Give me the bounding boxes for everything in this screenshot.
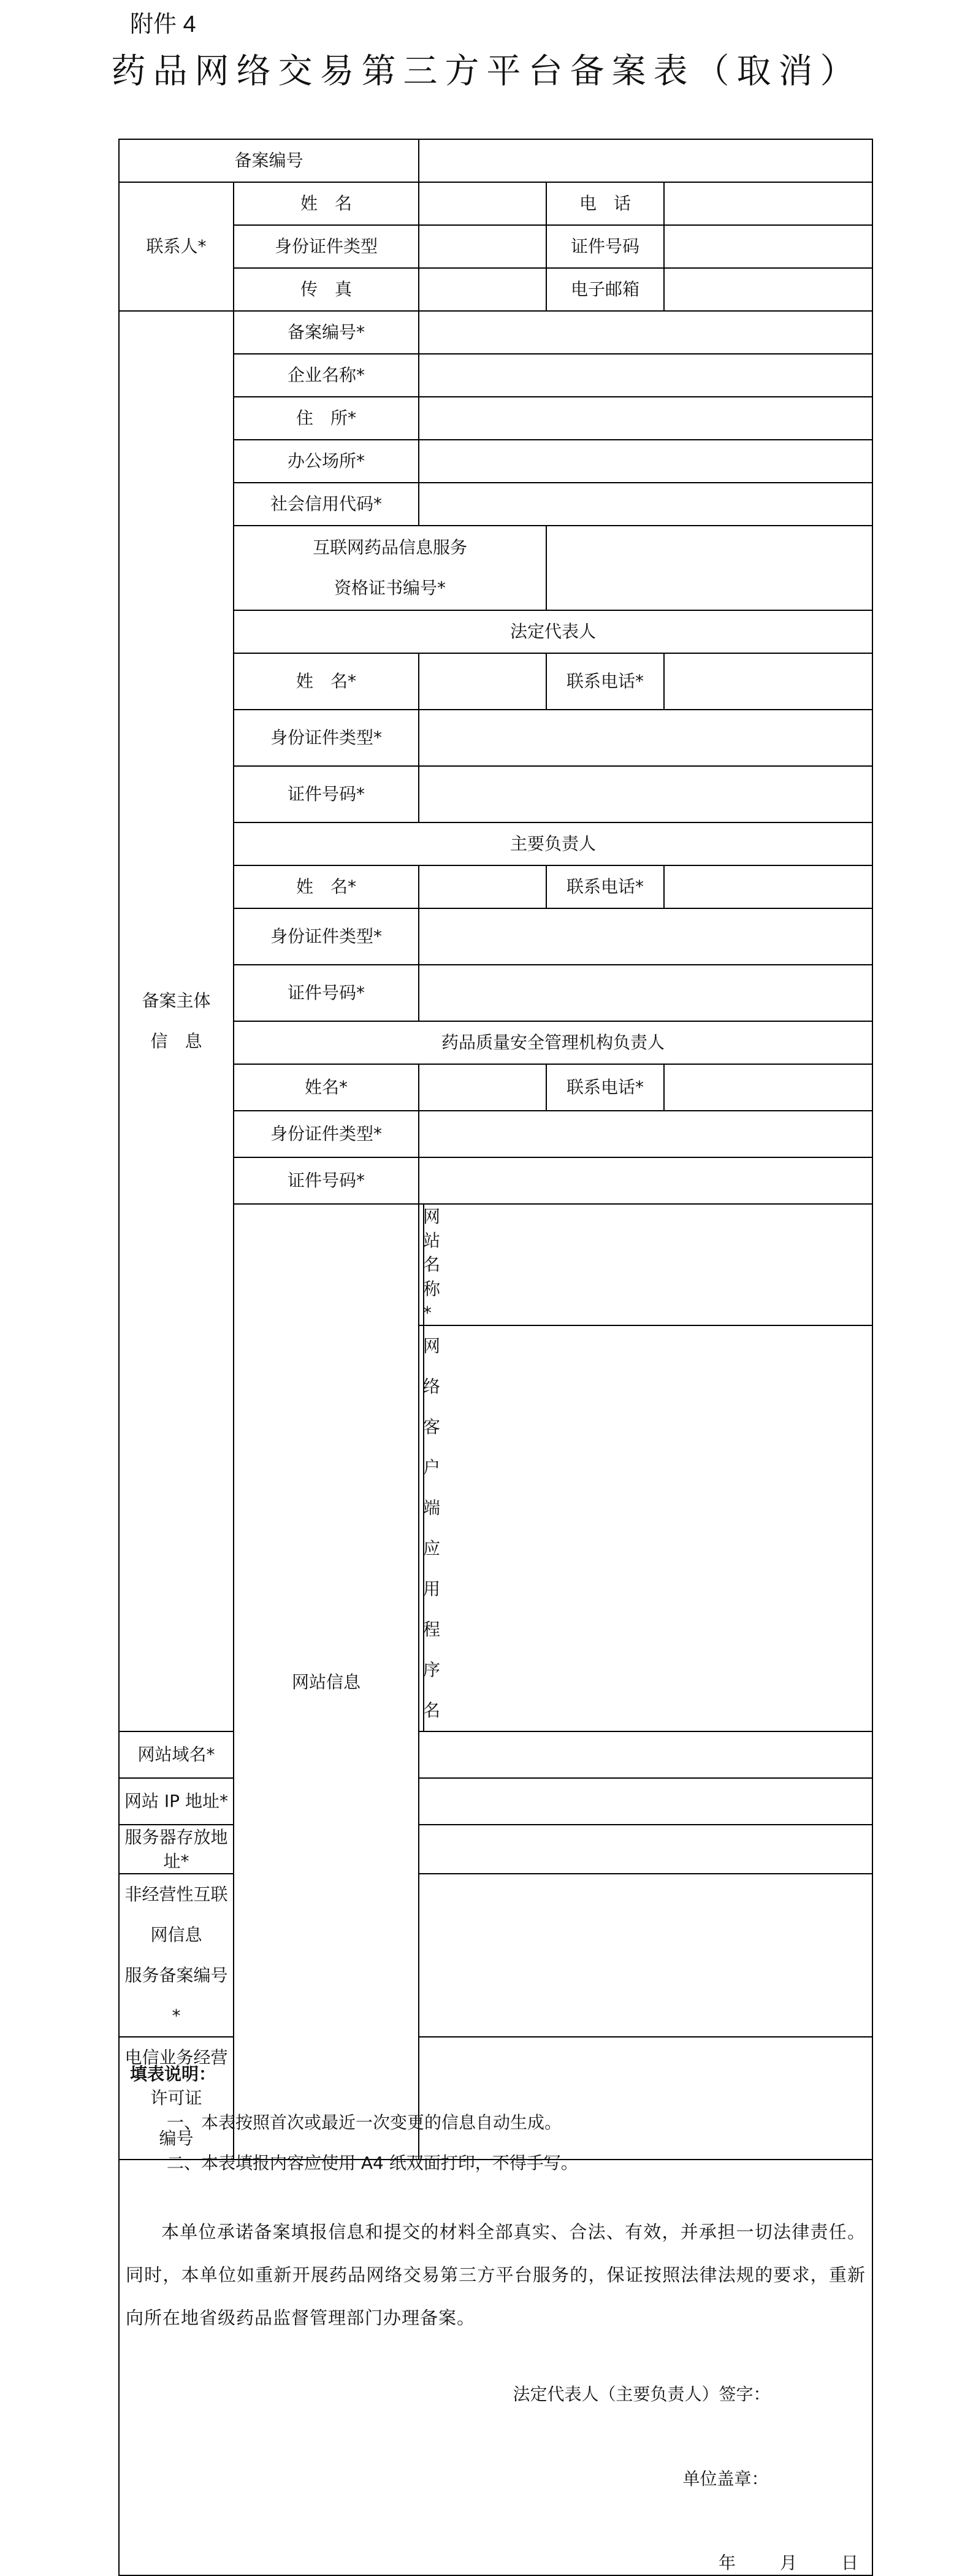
site-name-label: 网站名称* xyxy=(419,1204,424,1325)
website-group-label: 网站信息 xyxy=(234,1204,419,2160)
contact-name-label: 姓 名 xyxy=(234,182,419,225)
form-row xyxy=(119,1825,872,1874)
month-label: 月 xyxy=(780,2552,798,2573)
form-row xyxy=(119,1778,872,1825)
domain-field[interactable] xyxy=(419,1731,872,1778)
contact-fax-label: 传 真 xyxy=(234,268,419,311)
quality-name-field[interactable] xyxy=(419,1064,546,1111)
legal-rep-id-number-field[interactable] xyxy=(419,766,872,822)
form-row xyxy=(119,1731,872,1778)
principal-id-type-label: 身份证件类型* xyxy=(234,908,419,965)
seal-label: 单位盖章： xyxy=(682,2468,769,2489)
quality-id-number-field[interactable] xyxy=(419,1157,872,1204)
office-label: 办公场所* xyxy=(234,440,419,483)
cert-no-field[interactable] xyxy=(546,526,872,610)
ip-field[interactable] xyxy=(419,1778,872,1825)
promise-cell xyxy=(119,2160,872,2575)
legal-rep-name-label: 姓 名* xyxy=(234,653,419,710)
cert-no-label-line2: 资格证书编号* xyxy=(334,578,446,598)
icp-label-line2: 服务备案编号* xyxy=(124,1965,228,2026)
filing-no-label: 备案编号 xyxy=(119,139,419,182)
principal-name-label: 姓 名* xyxy=(234,865,419,908)
telecom-license-label-line1: 电信业务经营许可证 xyxy=(124,2047,228,2109)
entity-group-label-line1: 备案主体 xyxy=(142,990,211,1011)
entity-filing-no-label: 备案编号* xyxy=(234,311,419,354)
legal-rep-id-type-field[interactable] xyxy=(419,710,872,766)
signature-label: 法定代表人（主要负责人）签字： xyxy=(513,2384,771,2405)
year-label: 年 xyxy=(718,2552,736,2573)
notes-title: 填表说明： xyxy=(130,2064,216,2084)
cert-no-label-line1: 互联网药品信息服务 xyxy=(313,537,468,558)
principal-heading: 主要负责人 xyxy=(234,822,872,865)
principal-phone-label: 联系电话* xyxy=(546,865,664,908)
form-row xyxy=(119,182,872,225)
contact-phone-field[interactable] xyxy=(664,182,872,225)
quality-phone-label: 联系电话* xyxy=(546,1064,664,1111)
legal-rep-id-number-label: 证件号码* xyxy=(234,766,419,822)
contact-id-number-field[interactable] xyxy=(664,225,872,268)
legal-rep-heading: 法定代表人 xyxy=(234,610,872,653)
form-title: 药品网络交易第三方平台备案表（取消） xyxy=(111,52,862,91)
address-field[interactable] xyxy=(419,397,872,440)
filing-no-field[interactable] xyxy=(419,139,872,182)
filing-form-table xyxy=(118,139,873,2576)
contact-id-type-field[interactable] xyxy=(419,225,546,268)
principal-id-type-field[interactable] xyxy=(419,908,872,965)
date-line xyxy=(709,2551,868,2575)
contact-phone-label: 电 话 xyxy=(546,182,664,225)
cert-no-label xyxy=(234,526,546,610)
contact-id-number-label: 证件号码 xyxy=(546,225,664,268)
contact-name-field[interactable] xyxy=(419,182,546,225)
entity-group-label-line2: 信 息 xyxy=(150,1030,202,1051)
filling-notes xyxy=(130,2061,578,2183)
app-name-field[interactable] xyxy=(424,1325,872,1731)
telecom-license-label-line2: 编号 xyxy=(159,2128,194,2149)
legal-rep-id-type-label: 身份证件类型* xyxy=(234,710,419,766)
legal-rep-phone-label: 联系电话* xyxy=(546,653,664,710)
contact-fax-field[interactable] xyxy=(419,268,546,311)
server-label: 服务器存放地址* xyxy=(119,1825,234,1874)
form-row xyxy=(119,139,872,182)
note-item: 一、本表按照首次或最近一次变更的信息自动生成。 xyxy=(167,2112,562,2133)
quality-name-label: 姓名* xyxy=(234,1064,419,1111)
note-item: 二、本表填报内容应使用 A4 纸双面打印，不得手写。 xyxy=(167,2153,578,2173)
icp-label xyxy=(119,1874,234,2037)
address-label: 住 所* xyxy=(234,397,419,440)
office-field[interactable] xyxy=(419,440,872,483)
company-name-label: 企业名称* xyxy=(234,354,419,397)
principal-id-number-label: 证件号码* xyxy=(234,965,419,1021)
quality-heading: 药品质量安全管理机构负责人 xyxy=(234,1021,872,1064)
quality-id-type-field[interactable] xyxy=(419,1111,872,1157)
form-row xyxy=(119,1874,872,2037)
icp-label-line1: 非经营性互联网信息 xyxy=(124,1884,228,1945)
contact-group-label: 联系人* xyxy=(119,182,234,311)
principal-name-field[interactable] xyxy=(419,865,546,908)
quality-id-number-label: 证件号码* xyxy=(234,1157,419,1204)
icp-field[interactable] xyxy=(419,1874,872,2037)
day-label: 日 xyxy=(841,2552,859,2573)
contact-email-field[interactable] xyxy=(664,268,872,311)
ip-label: 网站 IP 地址* xyxy=(119,1778,234,1825)
promise-text: 本单位承诺备案填报信息和提交的材料全部真实、合法、有效，并承担一切法律责任。同时，本单位如重新开展药品网络交易第三方平台服务的，保证按照法律法规的要求，重新向所在地省级药品监督管理部门办理备案。 xyxy=(126,2221,866,2329)
entity-group-label xyxy=(119,311,234,1731)
contact-email-label: 电子邮箱 xyxy=(546,268,664,311)
company-name-field[interactable] xyxy=(419,354,872,397)
server-field[interactable] xyxy=(419,1825,872,1874)
app-name-label: 网络客户端 应用程序名 xyxy=(419,1325,424,1731)
principal-id-number-field[interactable] xyxy=(419,965,872,1021)
quality-id-type-label: 身份证件类型* xyxy=(234,1111,419,1157)
credit-code-field[interactable] xyxy=(419,483,872,526)
quality-phone-field[interactable] xyxy=(664,1064,872,1111)
form-row xyxy=(119,311,872,354)
domain-label: 网站域名* xyxy=(119,1731,234,1778)
attachment-label: 附件 4 xyxy=(130,12,196,37)
legal-rep-name-field[interactable] xyxy=(419,653,546,710)
site-name-field[interactable] xyxy=(424,1204,872,1325)
form-row xyxy=(119,2160,872,2575)
contact-id-type-label: 身份证件类型 xyxy=(234,225,419,268)
principal-phone-field[interactable] xyxy=(664,865,872,908)
credit-code-label: 社会信用代码* xyxy=(234,483,419,526)
legal-rep-phone-field[interactable] xyxy=(664,653,872,710)
entity-filing-no-field[interactable] xyxy=(419,311,872,354)
